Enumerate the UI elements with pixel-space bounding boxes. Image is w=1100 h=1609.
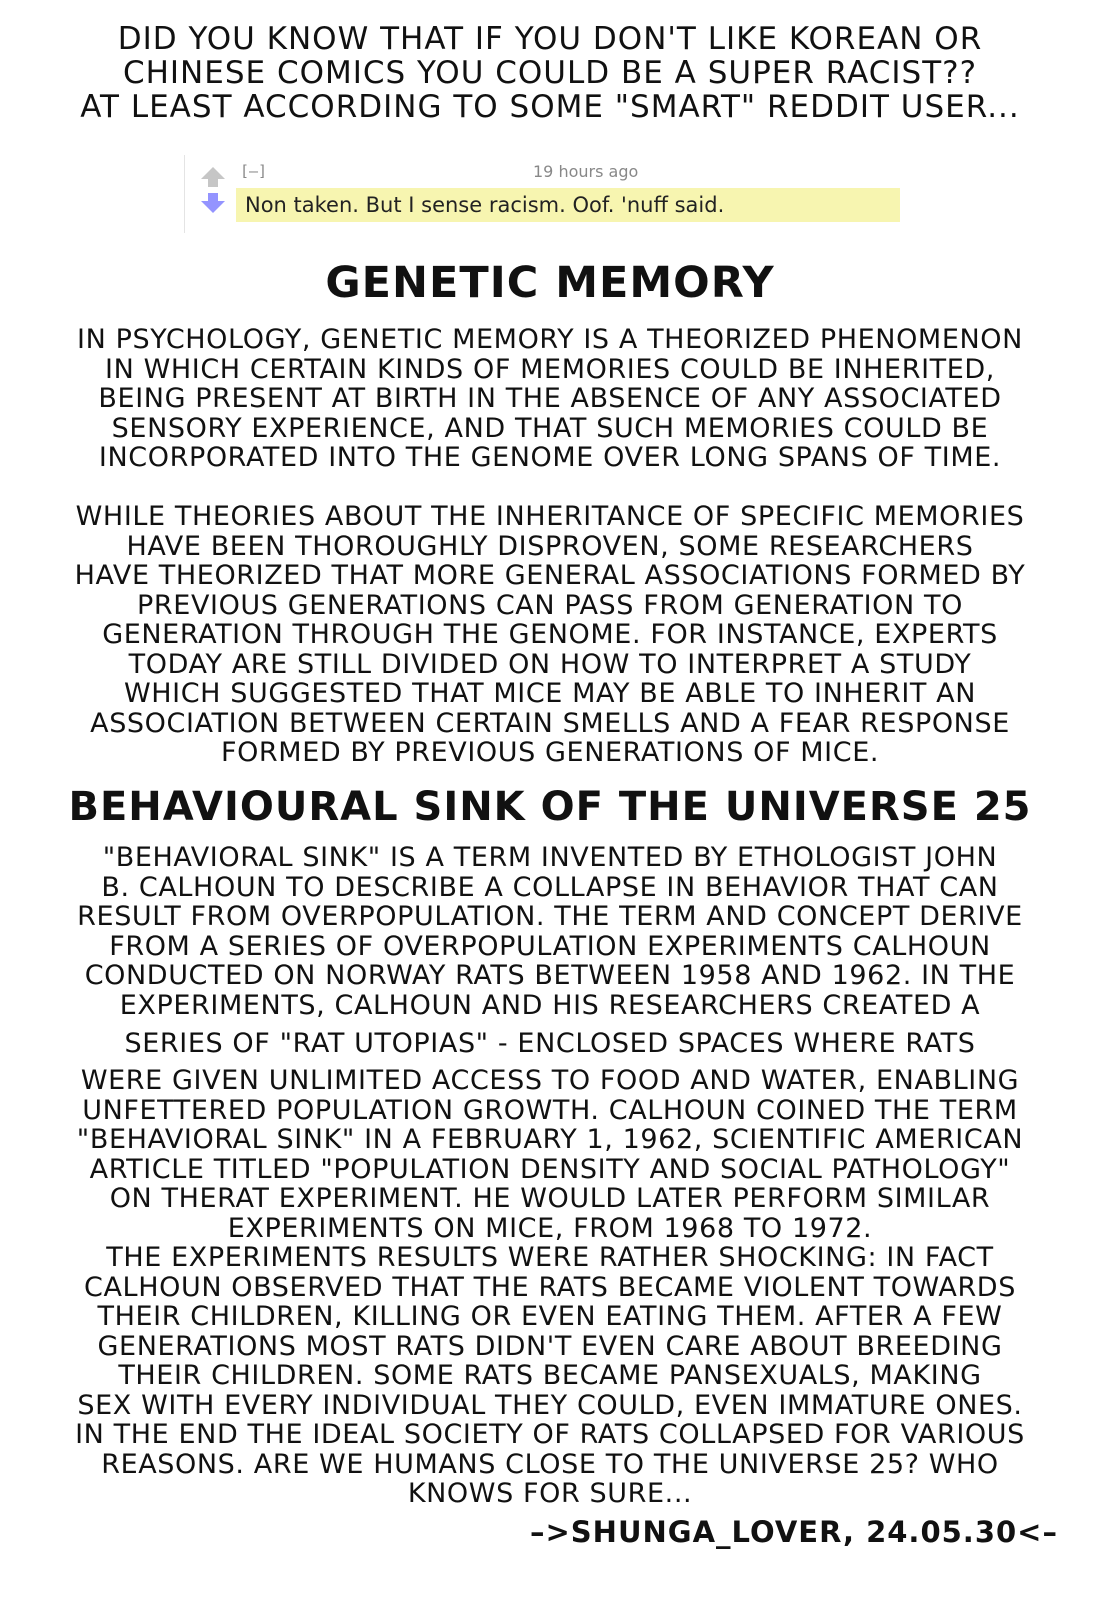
text-line: WERE GIVEN UNLIMITED ACCESS TO FOOD AND WATER, ENABLING: [80, 1065, 1020, 1096]
behavioural-sink-paragraph-2: [10, 1029, 1090, 1059]
text-line: "BEHAVIORAL SINK" IN A FEBRUARY 1, 1962, SCIENTIFIC AMERICAN: [76, 1124, 1024, 1155]
text-line: FROM A SERIES OF OVERPOPULATION EXPERIMENTS CALHOUN: [109, 930, 991, 962]
text-line: PREVIOUS GENERATIONS CAN PASS FROM GENERATION TO: [137, 589, 963, 621]
text-line: SERIES OF "RAT UTOPIAS" - ENCLOSED SPACES WHERE RATS: [124, 1028, 976, 1059]
text-line: IN THE END THE IDEAL SOCIETY OF RATS COLLAPSED FOR VARIOUS: [75, 1419, 1025, 1450]
text-line: GENERATIONS MOST RATS DIDN'T EVEN CARE ABOUT BREEDING: [97, 1330, 1003, 1362]
text-line: "BEHAVIORAL SINK" IS A TERM INVENTED BY ETHOLOGIST JOHN: [102, 842, 998, 873]
intro-line: CHINESE COMICS YOU COULD BE A SUPER RACIST??: [122, 55, 978, 91]
signature: –>SHUNGA_LOVER, 24.05.30<–: [530, 1515, 1058, 1549]
text-line: FORMED BY PREVIOUS GENERATIONS OF MICE.: [220, 737, 880, 768]
text-line: CONDUCTED ON NORWAY RATS BETWEEN 1958 AND 1962. IN THE: [84, 960, 1016, 991]
text-line: THEIR CHILDREN, KILLING OR EVEN EATING THEM. AFTER A FEW: [97, 1301, 1003, 1332]
text-line: SEX WITH EVERY INDIVIDUAL THEY COULD, EVEN IMMATURE ONES.: [77, 1389, 1023, 1421]
text-line: TODAY ARE STILL DIVIDED ON HOW TO INTERPRET A STUDY: [128, 648, 972, 680]
downvote-arrow-icon[interactable]: [201, 193, 225, 213]
collapse-toggle[interactable]: [–]: [240, 162, 268, 180]
text-line: REASONS. ARE WE HUMANS CLOSE TO THE UNIVERSE 25? WHO: [101, 1448, 999, 1480]
text-line: GENERATION THROUGH THE GENOME. FOR INSTANCE, EXPERTS: [102, 619, 998, 650]
genetic-memory-paragraph-1: [10, 325, 1090, 473]
heading-behavioural-sink: BEHAVIOURAL SINK OF THE UNIVERSE 25: [68, 784, 1032, 830]
reddit-comment: [184, 155, 905, 233]
comment-text: Non taken. But I sense racism. Oof. 'nuff said.: [236, 188, 900, 222]
intro-line: AT LEAST ACCORDING TO SOME "SMART" REDDIT USER...: [80, 89, 1020, 125]
text-line: EXPERIMENTS, CALHOUN AND HIS RESEARCHERS CREATED A: [119, 989, 981, 1021]
text-line: BEING PRESENT AT BIRTH IN THE ABSENCE OF ANY ASSOCIATED: [98, 383, 1002, 414]
text-line: KNOWS FOR SURE...: [407, 1478, 693, 1509]
intro-line: DID YOU KNOW THAT IF YOU DON'T LIKE KOREAN OR: [117, 21, 983, 57]
text-line: ON THERAT EXPERIMENT. HE WOULD LATER PERFORM SIMILAR: [109, 1183, 991, 1214]
text-line: HAVE BEEN THOROUGHLY DISPROVEN, SOME RESEARCHERS: [126, 530, 974, 562]
text-line: IN PSYCHOLOGY, GENETIC MEMORY IS A THEORIZED PHENOMENON: [77, 324, 1023, 355]
text-line: B. CALHOUN TO DESCRIBE A COLLAPSE IN BEHAVIOR THAT CAN: [101, 871, 999, 903]
text-line: CALHOUN OBSERVED THAT THE RATS BECAME VIOLENT TOWARDS: [84, 1271, 1016, 1303]
text-line: EXPERIMENTS ON MICE, FROM 1968 TO 1972.: [227, 1212, 873, 1244]
heading-genetic-memory: GENETIC MEMORY: [325, 258, 775, 308]
vote-arrows: [199, 165, 227, 215]
text-line: WHICH SUGGESTED THAT MICE MAY BE ABLE TO INHERIT AN: [123, 678, 977, 709]
text-line: ARTICLE TITLED "POPULATION DENSITY AND SOCIAL PATHOLOGY": [89, 1153, 1011, 1185]
text-line: IN WHICH CERTAIN KINDS OF MEMORIES COULD BE INHERITED,: [105, 353, 995, 385]
upvote-arrow-icon[interactable]: [201, 167, 225, 187]
behavioural-sink-paragraph-3: [10, 1066, 1090, 1509]
text-line: HAVE THEORIZED THAT MORE GENERAL ASSOCIATIONS FORMED BY: [74, 560, 1026, 591]
text-line: INCORPORATED INTO THE GENOME OVER LONG SPANS OF TIME.: [98, 442, 1002, 473]
genetic-memory-paragraph-2: [10, 502, 1090, 768]
text-line: SENSORY EXPERIENCE, AND THAT SUCH MEMORIES COULD BE: [111, 412, 989, 444]
behavioural-sink-paragraph-1: [10, 843, 1090, 1020]
text-line: THE EXPERIMENTS RESULTS WERE RATHER SHOCKING: IN FACT: [106, 1242, 994, 1273]
text-line: UNFETTERED POPULATION GROWTH. CALHOUN COINED THE TERM: [82, 1094, 1018, 1126]
text-line: RESULT FROM OVERPOPULATION. THE TERM AND CONCEPT DERIVE: [77, 901, 1023, 932]
text-line: WHILE THEORIES ABOUT THE INHERITANCE OF SPECIFIC MEMORIES: [75, 501, 1025, 532]
comment-timestamp: 19 hours ago: [533, 162, 639, 181]
intro-text: [20, 22, 1080, 124]
text-line: ASSOCIATION BETWEEN CERTAIN SMELLS AND A FEAR RESPONSE: [90, 707, 1010, 739]
text-line: THEIR CHILDREN. SOME RATS BECAME PANSEXUALS, MAKING: [118, 1360, 982, 1391]
